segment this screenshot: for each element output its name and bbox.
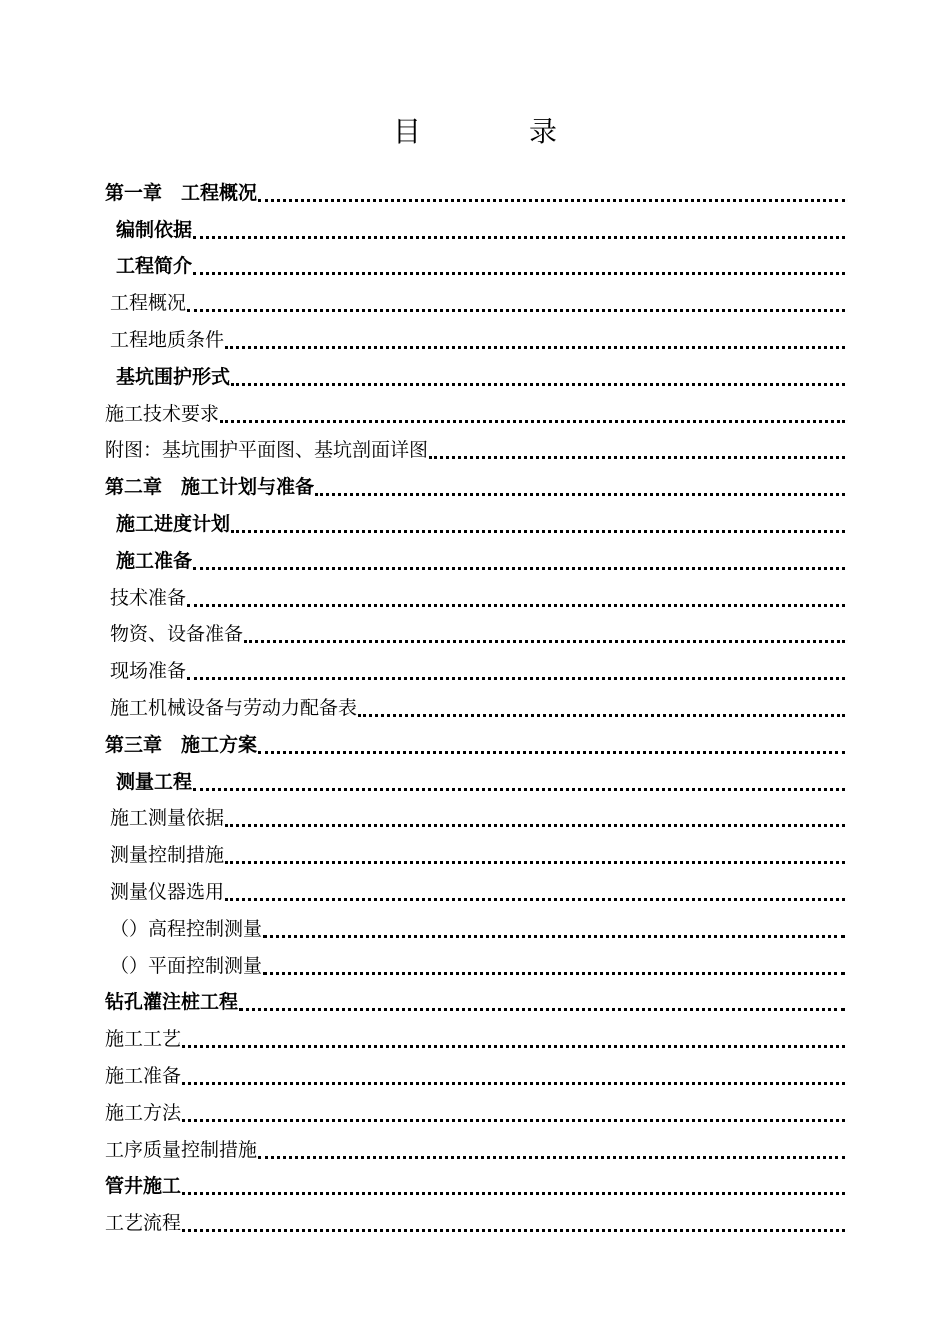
toc-entry[interactable]	[105, 610, 845, 647]
toc-entry[interactable]	[105, 1125, 845, 1162]
toc-entry[interactable]	[105, 315, 845, 352]
toc-entry[interactable]	[105, 941, 845, 978]
toc-entry-text: 工艺流程	[105, 1212, 182, 1235]
toc-entry[interactable]	[105, 462, 845, 499]
toc-entry-text: 现场准备	[110, 660, 187, 683]
toc-entry[interactable]	[105, 426, 845, 463]
toc-entry-text: 测量控制措施	[110, 844, 225, 867]
toc-entry[interactable]	[105, 794, 845, 831]
toc-entry-text: 编制依据	[116, 218, 193, 241]
dot-leader	[193, 543, 845, 570]
toc-entry-text: （）高程控制测量	[110, 917, 263, 940]
dot-leader	[258, 175, 845, 202]
toc-entry-text: 第一章 工程概况	[105, 181, 258, 204]
dot-leader	[225, 874, 845, 901]
toc-entry[interactable]	[105, 867, 845, 904]
toc-entry[interactable]	[105, 278, 845, 315]
toc-entry-text: 工程简介	[116, 255, 193, 278]
toc-entry-text: 技术准备	[110, 586, 187, 609]
dot-leader	[258, 727, 845, 754]
dot-leader	[315, 469, 845, 496]
toc-entry-text: 工程概况	[110, 292, 187, 315]
toc-entry[interactable]	[105, 904, 845, 941]
toc-entry-text: 第二章 施工计划与准备	[105, 476, 315, 499]
dot-leader	[182, 1021, 845, 1048]
toc-entry-text: 施工工艺	[105, 1028, 182, 1051]
toc-entry-text: 管井施工	[105, 1175, 182, 1198]
toc-entry-text: 第三章 施工方案	[105, 733, 258, 756]
dot-leader	[187, 580, 845, 607]
toc-entry-text: 基坑围护形式	[116, 365, 231, 388]
toc-entry-text: 附图：基坑围护平面图、基坑剖面详图	[105, 439, 429, 462]
dot-leader	[182, 1058, 845, 1085]
toc-entry[interactable]	[105, 389, 845, 426]
dot-leader	[263, 911, 845, 938]
toc-entry[interactable]	[105, 978, 845, 1015]
toc-title: 目 录	[392, 115, 597, 148]
toc-entry[interactable]	[105, 168, 845, 205]
toc-entry-text: 工序质量控制措施	[105, 1138, 258, 1161]
dot-leader	[244, 616, 845, 643]
dot-leader	[193, 212, 845, 239]
dot-leader	[258, 1132, 845, 1159]
dot-leader	[225, 800, 845, 827]
toc-entry[interactable]	[105, 573, 845, 610]
toc-entry-text: 钻孔灌注桩工程	[105, 991, 239, 1014]
toc-entry-text: （）平面控制测量	[110, 954, 263, 977]
dot-leader	[358, 690, 845, 717]
dot-leader	[220, 396, 845, 423]
toc-entry-text: 工程地质条件	[110, 328, 225, 351]
toc-entry[interactable]	[105, 1051, 845, 1088]
toc-list	[105, 168, 845, 1235]
toc-entry-text: 施工技术要求	[105, 402, 220, 425]
toc-entry[interactable]	[105, 205, 845, 242]
toc-entry[interactable]	[105, 646, 845, 683]
toc-entry-text: 施工进度计划	[116, 512, 231, 535]
toc-entry[interactable]	[105, 1162, 845, 1199]
dot-leader	[182, 1205, 845, 1232]
dot-leader	[239, 984, 845, 1011]
toc-entry-text: 施工准备	[105, 1064, 182, 1087]
toc-entry[interactable]	[105, 242, 845, 279]
toc-entry-text: 测量工程	[116, 770, 193, 793]
toc-entry-text: 施工机械设备与劳动力配备表	[110, 696, 358, 719]
dot-leader	[225, 322, 845, 349]
dot-leader	[182, 1168, 845, 1195]
toc-entry[interactable]	[105, 1088, 845, 1125]
dot-leader	[187, 285, 845, 312]
toc-entry[interactable]	[105, 536, 845, 573]
dot-leader	[182, 1095, 845, 1122]
dot-leader	[231, 506, 845, 533]
toc-entry[interactable]	[105, 352, 845, 389]
dot-leader	[231, 359, 845, 386]
toc-entry[interactable]	[105, 1198, 845, 1235]
toc-entry-text: 测量仪器选用	[110, 880, 225, 903]
toc-entry[interactable]	[105, 720, 845, 757]
toc-entry[interactable]	[105, 499, 845, 536]
toc-entry[interactable]	[105, 830, 845, 867]
dot-leader	[193, 248, 845, 275]
dot-leader	[429, 432, 845, 459]
dot-leader	[193, 764, 845, 791]
toc-entry-text: 施工准备	[116, 549, 193, 572]
dot-leader	[225, 837, 845, 864]
toc-entry[interactable]	[105, 757, 845, 794]
toc-entry-text: 施工方法	[105, 1101, 182, 1124]
toc-entry-text: 施工测量依据	[110, 807, 225, 830]
dot-leader	[187, 653, 845, 680]
toc-entry-text: 物资、设备准备	[110, 623, 244, 646]
dot-leader	[263, 948, 845, 975]
toc-entry[interactable]	[105, 1014, 845, 1051]
toc-entry[interactable]	[105, 683, 845, 720]
